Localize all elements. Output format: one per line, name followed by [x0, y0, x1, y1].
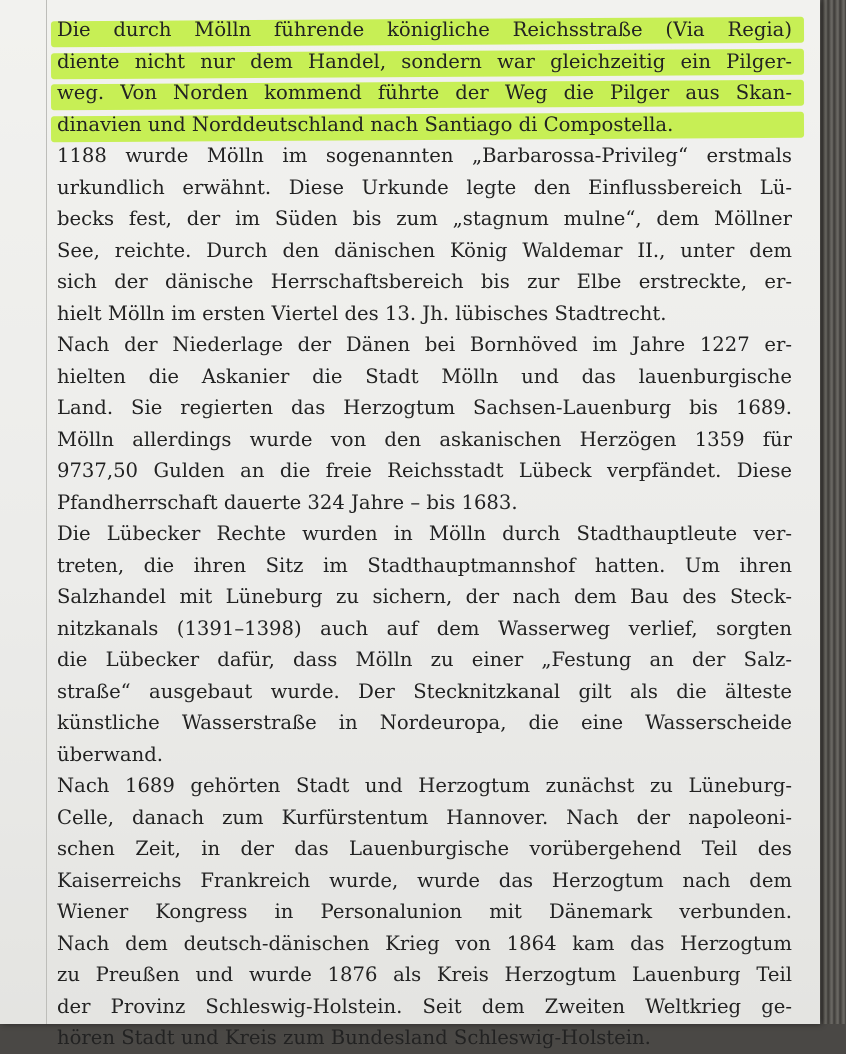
text-line: zu Preußen und wurde 1876 als Kreis Herzogtum Lauenburg Teil — [57, 963, 792, 986]
text-line: straße“ ausgebaut wurde. Der Stecknitzkanal gilt als die älteste — [57, 679, 792, 703]
text-line: 1188 wurde Mölln im sogenannten „Barbarossa-Privileg“ erstmals — [57, 144, 792, 167]
text-line: der Provinz Schleswig-Holstein. Seit dem Zweiten Weltkrieg ge- — [57, 994, 792, 1018]
paragraph — [57, 770, 792, 1054]
highlighted-text-line: dinavien und Norddeutschland nach Santiago di Compostella. — [57, 109, 792, 141]
text-line: Die Lübecker Rechte wurden in Mölln durch Stadthauptleute ver- — [57, 522, 792, 545]
text-line: becks fest, der im Süden bis zum „stagnum mulne“, dem Möllner — [57, 207, 792, 230]
text-line: Wiener Kongress in Personalunion mit Dänemark verbunden. — [57, 900, 792, 923]
text-line: Nach 1689 gehörten Stadt und Herzogtum zunächst zu Lüneburg- — [57, 774, 792, 797]
text-line: 9737,50 Gulden an die freie Reichsstadt Lübeck verpfändet. Diese — [57, 459, 792, 482]
text-line: Land. Sie regierten das Herzogtum Sachsen-Lauenburg bis 1689. — [57, 396, 792, 419]
text-line: Salzhandel mit Lüneburg zu sichern, der nach dem Bau des Steck- — [57, 585, 792, 608]
text-line: Mölln allerdings wurde von den askanischen Herzögen 1359 für — [57, 427, 792, 451]
text-line: schen Zeit, in der das Lauenburgische vorübergehend Teil des — [57, 837, 792, 860]
text-line: See, reichte. Durch den dänischen König Waldemar II., unter dem — [57, 238, 792, 262]
text-line: treten, die ihren Sitz im Stadthauptmannshof hatten. Um ihren — [57, 553, 792, 577]
text-line: überwand. — [57, 742, 163, 766]
highlighted-text-line: Die durch Mölln führende königliche Reichsstraße (Via Regia) — [57, 14, 792, 46]
highlighted-text-line: diente nicht nur dem Handel, sondern war gleichzeitig ein Pilger- — [57, 46, 792, 78]
text-line: hören Stadt und Kreis zum Bundesland Schleswig-Holstein. — [57, 1026, 651, 1049]
margin-rule — [46, 0, 47, 1024]
paragraph — [57, 329, 792, 518]
paragraph — [57, 14, 792, 140]
text-line: nitzkanals (1391–1398) auch auf dem Wasserweg verlief, sorgten — [57, 616, 792, 640]
text-line: hielten die Askanier die Stadt Mölln und das lauenburgische — [57, 364, 792, 388]
text-line: Nach der Niederlage der Dänen bei Bornhöved im Jahre 1227 er- — [57, 333, 792, 356]
body-text — [57, 14, 792, 1054]
text-line: urkundlich erwähnt. Diese Urkunde legte den Einflussbereich Lü- — [57, 175, 792, 199]
text-line: Celle, danach zum Kurfürstentum Hannover. Nach der napoleoni- — [57, 805, 792, 829]
text-line: hielt Mölln im ersten Viertel des 13. Jh. lübisches Stadtrecht. — [57, 301, 667, 325]
text-line: sich der dänische Herrschaftsbereich bis zur Elbe erstreckte, er- — [57, 270, 792, 293]
paragraph — [57, 140, 792, 329]
text-line: Pfandherrschaft dauerte 324 Jahre – bis 1683. — [57, 490, 518, 514]
highlighted-text-line: weg. Von Norden kommend führte der Weg die Pilger aus Skan- — [57, 77, 792, 109]
text-line: künstliche Wasserstraße in Nordeuropa, die eine Wasserscheide — [57, 711, 792, 734]
paragraph — [57, 518, 792, 770]
text-line: Kaiserreichs Frankreich wurde, wurde das Herzogtum nach dem — [57, 868, 792, 892]
text-line: die Lübecker dafür, dass Mölln zu einer „Festung an der Salz- — [57, 648, 792, 671]
text-line: Nach dem deutsch-dänischen Krieg von 1864 kam das Herzogtum — [57, 931, 792, 955]
